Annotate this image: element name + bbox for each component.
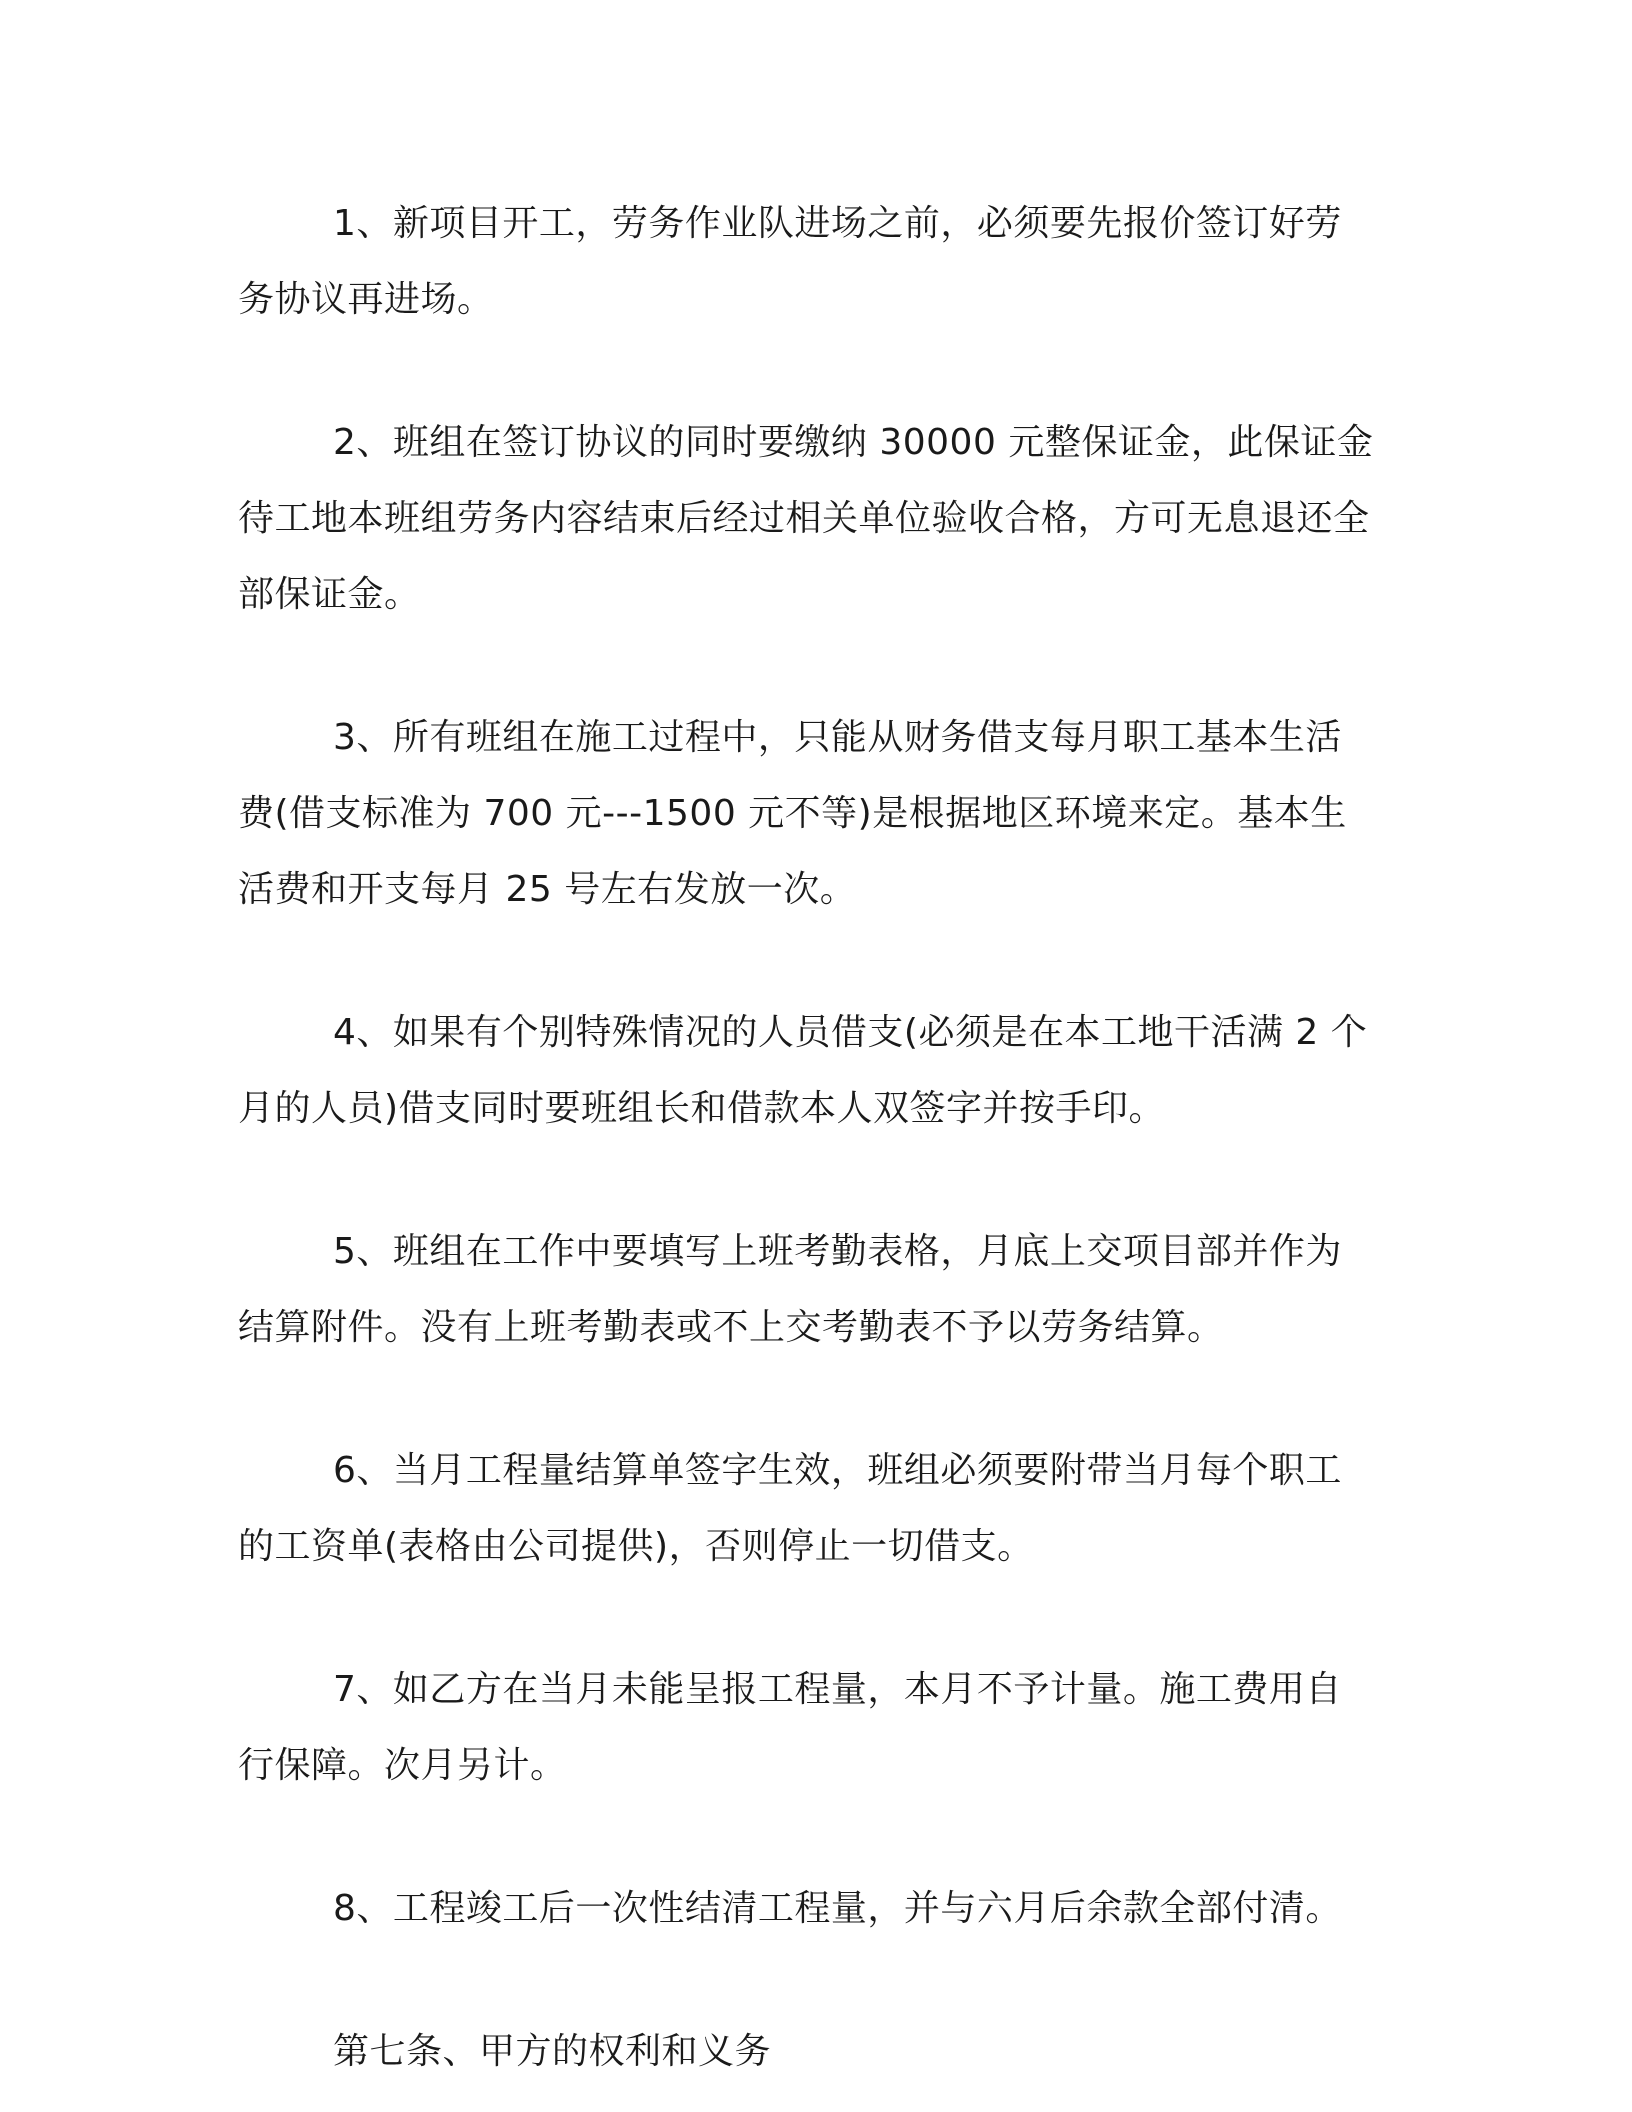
document-body <box>238 186 1378 2090</box>
paragraph-8: 8、工程竣工后一次性结清工程量，并与六月后余款全部付清。 <box>333 1888 1342 1929</box>
paragraph-5: 5、班组在工作中要填写上班考勤表格，月底上交项目部并作为结算附件。没有上班考勤表或不上交考勤表不予以劳务结算。 <box>238 1231 1342 1348</box>
paragraph-7: 7、如乙方在当月未能呈报工程量，本月不予计量。施工费用自行保障。次月另计。 <box>238 1669 1342 1786</box>
paragraph-4: 4、如果有个别特殊情况的人员借支(必须是在本工地干活满 2 个月的人员)借支同时要班组长和借款本人双签字并按手印。 <box>238 1012 1368 1129</box>
paragraph-3: 3、所有班组在施工过程中，只能从财务借支每月职工基本生活费(借支标准为 700 元---1500 元不等)是根据地区环境来定。基本生活费和开支每月 25 号左右发放一次。 <box>238 717 1347 910</box>
paragraph-6: 6、当月工程量结算单签字生效，班组必须要附带当月每个职工的工资单(表格由公司提供)，否则停止一切借支。 <box>238 1450 1342 1567</box>
paragraph-2: 2、班组在签订协议的同时要缴纳 30000 元整保证金，此保证金待工地本班组劳务内容结束后经过相关单位验收合格，方可无息退还全部保证金。 <box>238 422 1374 615</box>
paragraph-1: 1、新项目开工，劳务作业队进场之前，必须要先报价签订好劳务协议再进场。 <box>238 203 1342 320</box>
section-heading: 第七条、甲方的权利和义务 <box>333 2031 772 2072</box>
